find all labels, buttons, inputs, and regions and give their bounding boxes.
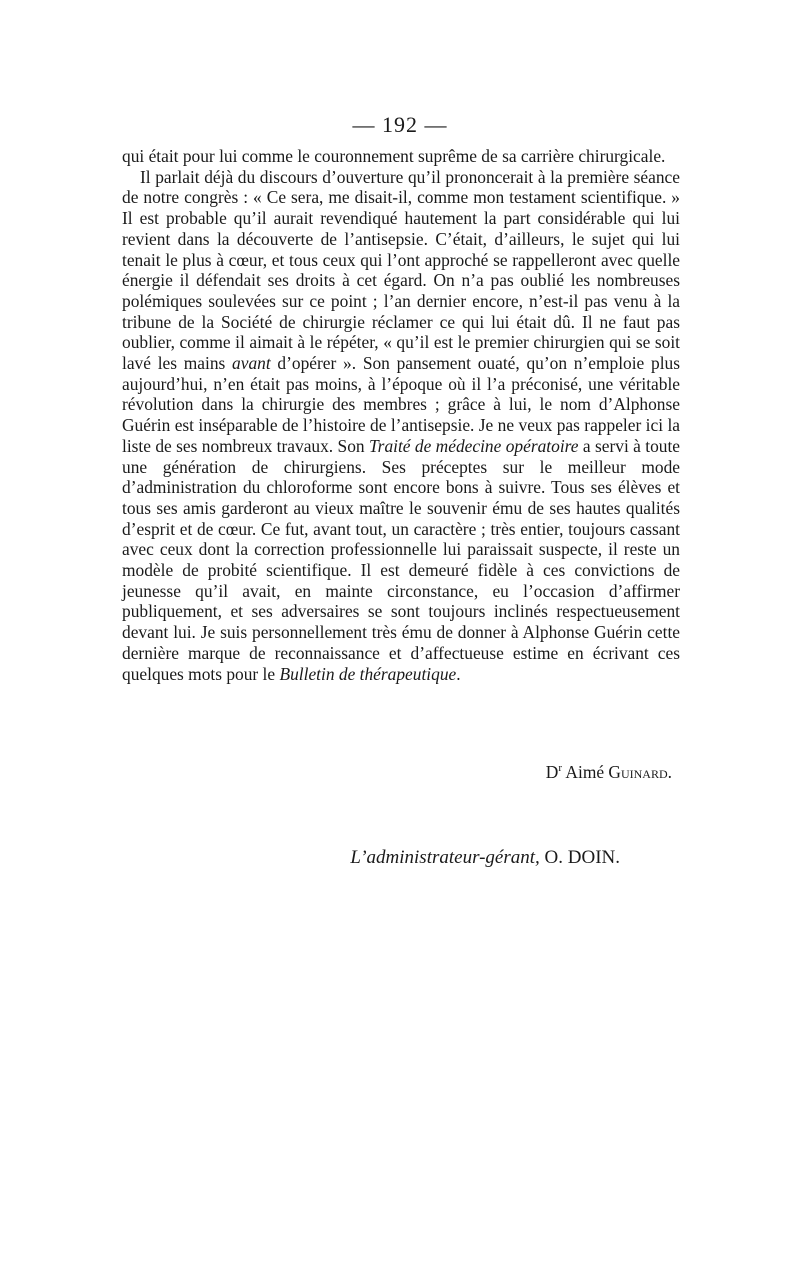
signature: [546, 762, 672, 782]
paragraph-continuation: qui était pour lui comme le couronnement suprême de sa carrière chirurgicale.: [122, 146, 666, 166]
emphasis-avant: avant: [232, 353, 271, 374]
journal-title-bulletin: Bulletin de thérapeutique: [279, 663, 457, 684]
signature-first-name: Aimé: [565, 762, 605, 782]
page-number: — 192 —: [352, 112, 448, 137]
body-text: [122, 146, 680, 684]
signature-title-sup: r: [558, 762, 563, 775]
paragraph-text-a: Il parlait déjà du discours d’ouverture qu’il prononcerait à la première séance de notre congrès : « Ce sera, me disait-il, comme mon testament scientifique. » Il est probable qu’il aurait revendiqué hautement la part considérable qui lui revient dans la découverte de l’antisepsie. C’était, d’ailleurs, le sujet qui lui tenait le plus à cœur, et tous ceux qui l’ont approché se rappelleront avec quelle énergie il défendait ses droits à cet égard. On n’a pas oublié les nombreuses polémiques soulevées sur ce point ; l’an dernier encore, n’est-il pas venu à la tribune de la Société de chirurgie réclamer ce qui lui était dû. Il ne faut pas oublier, comme il aimait à le répéter, « qu’il est le premier chirurgien qui se soit lavé les mains: [122, 166, 680, 374]
footer-role: L’administrateur-gérant,: [350, 847, 540, 868]
book-title-traite: Traité de médecine opératoire: [368, 435, 579, 456]
signature-last-name: Guinard.: [608, 762, 672, 782]
footer: [350, 847, 620, 869]
paragraph-end: .: [456, 663, 461, 684]
paragraph-text-c: a servi à toute une génération de chirurgiens. Ses préceptes sur le meilleur mode d’administration du chloroforme sont encore bons à suivre. Tous ses élèves et tous ses amis garderont au vieux maître le souvenir ému de ses hautes qualités d’esprit et de cœur. Ce fut, avant tout, un caractère ; très entier, toujours cassant avec ceux dont la correction professionnelle lui paraissait suspecte, il reste un modèle de probité scientifique. Il est demeuré fidèle à ces convictions de jeunesse qu’il avait, en mainte circonstance, eu l’occasion d’affirmer publiquement, et ses adversaires se sont toujours inclinés respectueusement devant lui. Je suis personnellement très ému de donner à Alphonse Guérin cette dernière marque de reconnaissance et d’affectueuse estime en écrivant ces quelques mots pour le: [122, 435, 681, 684]
paragraph-text-b: d’opérer ». Son pansement ouaté, qu’on n’emploie plus aujourd’hui, n’en était pas moins, à l’époque où il l’a préconisé, une véritable révolution dans la chirurgie des membres ; grâce à lui, le nom d’Alphonse Guérin est inséparable de l’histoire de l’antisepsie. Je ne veux pas rappeler ici la liste de ses nombreux travaux. Son: [122, 353, 680, 456]
paragraph-main: [122, 167, 680, 685]
footer-name: O. DOIN.: [544, 847, 620, 868]
signature-title: D: [545, 762, 559, 782]
